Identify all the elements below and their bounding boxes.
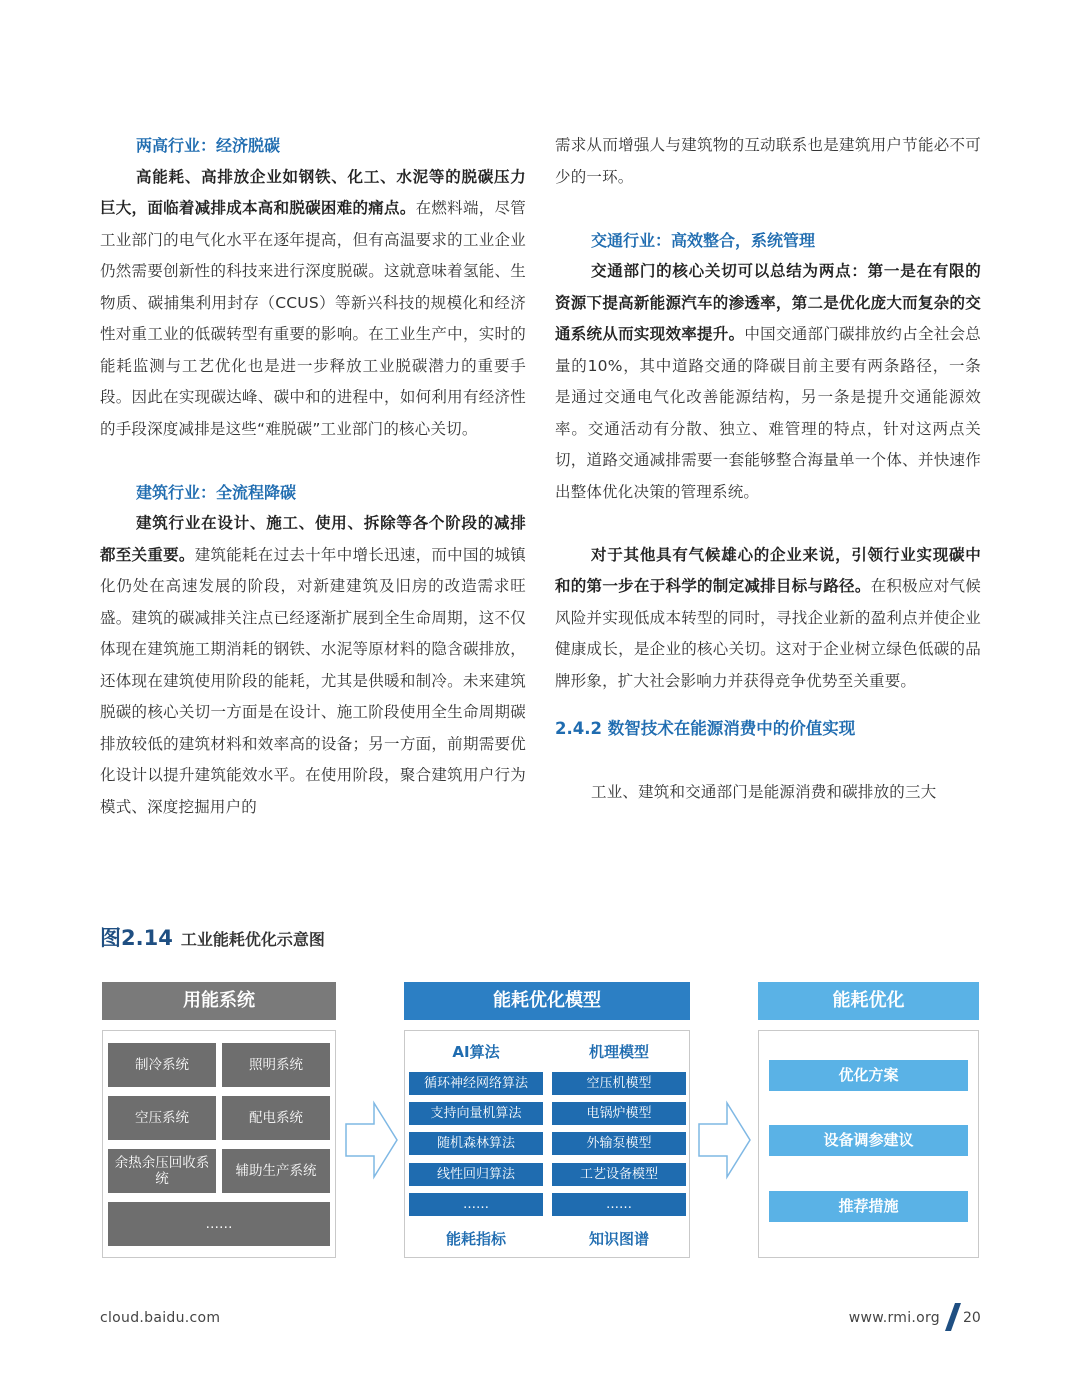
mechanism-model-item: 空压机模型 [552,1072,686,1095]
ai-algorithm-item: 支持向量机算法 [409,1102,543,1125]
energy-indicator-label: 能耗指标 [445,1230,506,1248]
ai-algorithm-item: 线性回归算法 [409,1163,543,1186]
system-box: 空压系统 [108,1096,216,1140]
paragraph-heavy-industry [100,162,526,446]
bold-lead: 建筑行业在设计、施工、使用、拆除等各个阶段的减排都至关重要。 [100,514,526,564]
page-number: 20 [963,1310,981,1326]
mechanism-model-item: 电锅炉模型 [552,1102,686,1125]
ai-algorithm-title: AI算法 [452,1043,500,1061]
paragraph-building [100,508,526,823]
slash-divider-icon [944,1303,962,1331]
figure-number: 图2.14 [100,926,173,950]
arrow-right-icon [697,1100,753,1180]
bold-lead: 对于其他具有气候雄心的企业来说，引领行业实现碳中和的第一步在于科学的制定减排目标与路径。 [555,545,981,595]
subsection-heading: 2.4.2 数智技术在能源消费中的价值实现 [555,719,856,738]
mechanism-model-title: 机理模型 [588,1043,649,1061]
footer-url: www.rmi.org [848,1310,940,1326]
body-text: 在燃料端，尽管工业部门的电气化水平在逐年提高，但有高温要求的工业企业仍然需要创新性的科技来进行深度脱碳。这就意味着氢能、生物质、碳捕集利用封存（CCUS）等新兴科技的规模化和经济性对重工业的低碳转型有重要的影响。在工业生产中，实时的能耗监测与工艺优化也是进一步释放工业脱碳潜力的重要手段。因此在实现碳达峰、碳中和的进程中，如何利用有经济性的手段深度减排是这些“难脱碳”工业部门的核心关切。 [100,199,526,438]
paragraph-transport [555,256,981,508]
body-text: 建筑能耗在过去十年中增长迅速，而中国的城镇化仍处在高速发展的阶段，对新建建筑及旧房的改造需求旺盛。建筑的碳减排关注点已经逐渐扩展到全生命周期，这不仅体现在建筑施工期消耗的钢铁、水泥等原材料的隐含碳排放，还体现在建筑使用阶段的能耗，尤其是供暖和制冷。未来建筑脱碳的核心关切一方面是在设计、施工阶段使用全生命周期碳排放较低的建筑材料和效率高的设备；另一方面，前期需要优化设计以提升建筑能效水平。在使用阶段，聚合建筑用户行为模式、深度挖掘用户的 [100,545,526,816]
optimization-header: 能耗优化 [758,982,979,1020]
system-box: 配电系统 [222,1096,330,1140]
figure-caption [100,922,325,956]
mechanism-model-item: 外输泵模型 [552,1132,686,1155]
optimization-item: 推荐措施 [769,1191,968,1222]
section-heading-heavy-industry: 两高行业：经济脱碳 [136,136,281,155]
bold-lead: 高能耗、高排放企业如钢铁、化工、水泥等的脱碳压力巨大，面临着减排成本高和脱碳困难的痛点。 [100,167,526,217]
ai-algorithm-item: …… [409,1193,543,1216]
ai-algorithm-item: 随机森林算法 [409,1132,543,1155]
system-box: 余热余压回收系统 [108,1149,216,1193]
bold-lead: 交通部门的核心关切可以总结为两点：第一是在有限的资源下提高新能源汽车的渗透率，第二是优化庞大而复杂的交通系统从而实现效率提升。 [555,262,981,343]
paragraph-climate-ambition [555,540,981,698]
body-text: 在积极应对气候风险并实现低成本转型的同时，寻找企业新的盈利点并使企业健康成长，是企业的核心关切。这对于企业树立绿色低碳的品牌形象，扩大社会影响力并获得竞争优势至关重要。 [555,577,981,690]
section-heading-building: 建筑行业：全流程降碳 [136,482,297,502]
paragraph-continuation: 需求从而增强人与建筑物的互动联系也是建筑用户节能必不可少的一环。 [555,136,981,186]
energy-systems-header: 用能系统 [102,982,336,1020]
optimization-item: 优化方案 [769,1060,968,1091]
system-box: 照明系统 [222,1043,330,1087]
arrow-right-icon [344,1100,400,1180]
mechanism-model-item: …… [552,1193,686,1216]
system-box: 辅助生产系统 [222,1149,330,1193]
mechanism-model-item: 工艺设备模型 [552,1163,686,1186]
optimization-item: 设备调参建议 [769,1125,968,1156]
optimization-model-header: 能耗优化模型 [404,982,690,1020]
system-box: 制冷系统 [108,1043,216,1087]
ai-algorithm-item: 循环神经网络算法 [409,1072,543,1095]
footer-site: cloud.baidu.com [100,1310,221,1326]
section-heading-transport: 交通行业：高效整合，系统管理 [591,230,816,250]
right-column [555,130,981,808]
system-box-more: …… [108,1202,330,1246]
knowledge-graph-label: 知识图谱 [588,1230,649,1248]
figure-title: 工业能耗优化示意图 [180,930,325,949]
paragraph-energy-consumption: 工业、建筑和交通部门是能源消费和碳排放的三大 [591,782,937,801]
left-column [100,130,526,823]
body-text: 中国交通部门碳排放约占全社会总量的10%，其中道路交通的降碳目前主要有两条路径，一条是通过交通电气化改善能源结构，另一条是提升交通能源效率。交通活动有分散、独立、难管理的特点，针对这两点关切，道路交通减排需要一套能够整合海量单一个体、并快速作出整体优化决策的管理系统。 [555,325,981,501]
